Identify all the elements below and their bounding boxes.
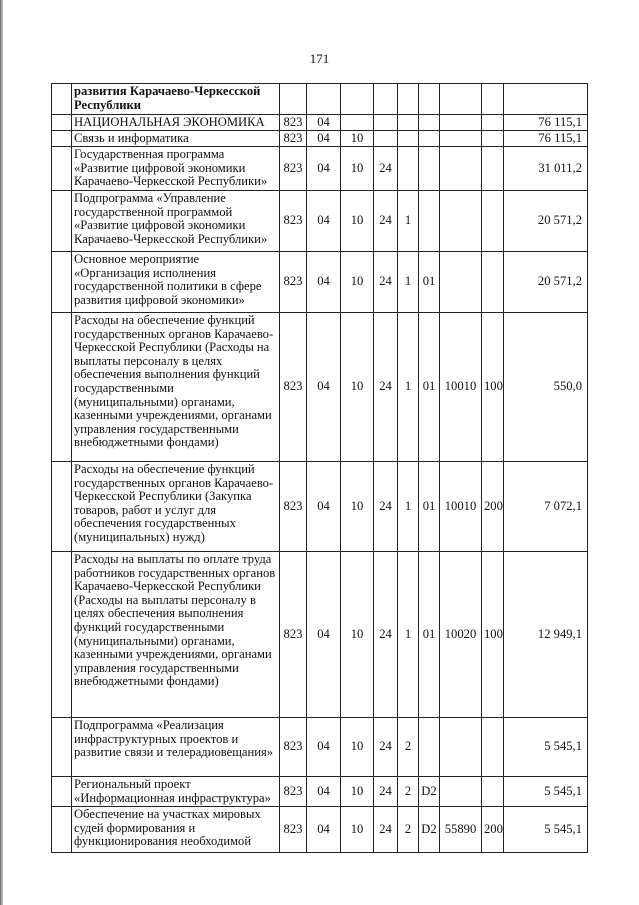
program-code-cell — [374, 84, 398, 115]
section-code-cell — [307, 84, 341, 115]
subsection-code-cell: 10 — [341, 552, 374, 718]
amount-cell: 20 571,2 — [504, 252, 588, 313]
section-code-cell: 04 — [307, 131, 341, 147]
section-code-cell: 04 — [307, 115, 341, 131]
amount-cell — [504, 84, 588, 115]
subprogram-code-cell: 1 — [398, 252, 419, 313]
row-margin-cell — [52, 777, 72, 807]
direction-code-cell — [440, 115, 482, 131]
table-row — [52, 462, 588, 552]
subprogram-code-cell: 1 — [398, 191, 419, 252]
row-name-cell: НАЦИОНАЛЬНАЯ ЭКОНОМИКА — [72, 115, 280, 131]
expense-type-code-cell: 200 — [482, 462, 504, 552]
event-code-cell: 01 — [419, 313, 440, 462]
direction-code-cell — [440, 84, 482, 115]
ministry-code-cell — [280, 84, 307, 115]
amount-cell: 5 545,1 — [504, 777, 588, 807]
row-margin-cell — [52, 552, 72, 718]
row-name-cell: Основное мероприятие «Организация исполнения государственной политики в сфере развития цифровой экономики» — [72, 252, 280, 313]
row-margin-cell — [52, 191, 72, 252]
direction-code-cell: 10010 — [440, 313, 482, 462]
direction-code-cell — [440, 777, 482, 807]
ministry-code-cell: 823 — [280, 718, 307, 777]
event-code-cell — [419, 84, 440, 115]
row-name-cell: развития Карачаево-Черкесской Республики — [72, 84, 280, 115]
program-code-cell: 24 — [374, 552, 398, 718]
subsection-code-cell: 10 — [341, 147, 374, 191]
program-code-cell: 24 — [374, 462, 398, 552]
expense-type-code-cell — [482, 777, 504, 807]
table-row — [52, 115, 588, 131]
row-margin-cell — [52, 115, 72, 131]
row-name-cell: Расходы на обеспечение функций государственных органов Карачаево-Черкесской Республики (Закупка товаров, работ и услуг для обеспечения государственных (муниципальных) нужд) — [72, 462, 280, 552]
direction-code-cell — [440, 252, 482, 313]
subsection-code-cell: 10 — [341, 777, 374, 807]
event-code-cell — [419, 191, 440, 252]
event-code-cell — [419, 718, 440, 777]
event-code-cell — [419, 115, 440, 131]
row-name-cell: Региональный проект «Информационная инфраструктура» — [72, 777, 280, 807]
section-code-cell: 04 — [307, 777, 341, 807]
row-name-cell: Государственная программа «Развитие цифровой экономики Карачаево-Черкесской Республики» — [72, 147, 280, 191]
subsection-code-cell: 10 — [341, 718, 374, 777]
program-code-cell: 24 — [374, 252, 398, 313]
table-row — [52, 313, 588, 462]
event-code-cell: 01 — [419, 552, 440, 718]
expense-type-code-cell — [482, 718, 504, 777]
amount-cell: 5 545,1 — [504, 807, 588, 853]
row-margin-cell — [52, 252, 72, 313]
expense-type-code-cell — [482, 115, 504, 131]
event-code-cell: D2 — [419, 807, 440, 853]
subsection-code-cell: 10 — [341, 462, 374, 552]
table-row — [52, 84, 588, 115]
subsection-code-cell: 10 — [341, 807, 374, 853]
ministry-code-cell: 823 — [280, 147, 307, 191]
expense-type-code-cell: 100 — [482, 313, 504, 462]
program-code-cell: 24 — [374, 191, 398, 252]
table-row — [52, 777, 588, 807]
ministry-code-cell: 823 — [280, 191, 307, 252]
amount-cell: 76 115,1 — [504, 131, 588, 147]
event-code-cell: 01 — [419, 462, 440, 552]
row-margin-cell — [52, 313, 72, 462]
subprogram-code-cell: 2 — [398, 718, 419, 777]
section-code-cell: 04 — [307, 718, 341, 777]
section-code-cell: 04 — [307, 252, 341, 313]
subprogram-code-cell — [398, 115, 419, 131]
subsection-code-cell: 10 — [341, 252, 374, 313]
section-code-cell: 04 — [307, 807, 341, 853]
amount-cell: 7 072,1 — [504, 462, 588, 552]
row-margin-cell — [52, 718, 72, 777]
event-code-cell: 01 — [419, 252, 440, 313]
row-name-cell: Связь и информатика — [72, 131, 280, 147]
amount-cell: 31 011,2 — [504, 147, 588, 191]
event-code-cell — [419, 131, 440, 147]
expense-type-code-cell: 100 — [482, 552, 504, 718]
table-row — [52, 807, 588, 853]
amount-cell: 12 949,1 — [504, 552, 588, 718]
direction-code-cell — [440, 191, 482, 252]
expense-type-code-cell — [482, 191, 504, 252]
direction-code-cell — [440, 718, 482, 777]
subsection-code-cell — [341, 115, 374, 131]
table-row — [52, 252, 588, 313]
row-name-cell: Подпрограмма «Реализация инфраструктурных проектов и развитие связи и телерадиовещания» — [72, 718, 280, 777]
program-code-cell — [374, 115, 398, 131]
subprogram-code-cell: 1 — [398, 313, 419, 462]
row-margin-cell — [52, 131, 72, 147]
subprogram-code-cell — [398, 147, 419, 191]
subprogram-code-cell: 1 — [398, 552, 419, 718]
subsection-code-cell — [341, 84, 374, 115]
page-number: 171 — [309, 51, 330, 66]
expense-type-code-cell — [482, 252, 504, 313]
amount-cell: 550,0 — [504, 313, 588, 462]
row-margin-cell — [52, 147, 72, 191]
program-code-cell: 24 — [374, 777, 398, 807]
scan-edge — [0, 0, 3, 905]
row-margin-cell — [52, 807, 72, 853]
budget-table-body — [52, 84, 588, 853]
expense-type-code-cell — [482, 84, 504, 115]
subprogram-code-cell — [398, 131, 419, 147]
section-code-cell: 04 — [307, 313, 341, 462]
row-name-cell: Расходы на выплаты по оплате труда работников государственных органов Карачаево-Черкесской Республики (Расходы на выплаты персоналу в целях обеспечения выполнения функций государственными (муниципальными) органами, казенными учреждениями, органами управления государственными внебюджетными фондами) — [72, 552, 280, 718]
section-code-cell: 04 — [307, 147, 341, 191]
program-code-cell — [374, 131, 398, 147]
row-name-cell: Расходы на обеспечение функций государственных органов Карачаево-Черкесской Республики (Расходы на выплаты персоналу в целях обеспечения выполнения функций государственными (муниципальными) органами, казенными учреждениями, органами управления государственными внебюджетными фондами) — [72, 313, 280, 462]
ministry-code-cell: 823 — [280, 115, 307, 131]
program-code-cell: 24 — [374, 718, 398, 777]
expense-type-code-cell — [482, 147, 504, 191]
expense-type-code-cell — [482, 131, 504, 147]
program-code-cell: 24 — [374, 807, 398, 853]
ministry-code-cell: 823 — [280, 552, 307, 718]
direction-code-cell — [440, 147, 482, 191]
budget-table — [51, 83, 588, 853]
event-code-cell — [419, 147, 440, 191]
subprogram-code-cell — [398, 84, 419, 115]
event-code-cell: D2 — [419, 777, 440, 807]
section-code-cell: 04 — [307, 552, 341, 718]
amount-cell: 20 571,2 — [504, 191, 588, 252]
subsection-code-cell: 10 — [341, 191, 374, 252]
table-row — [52, 131, 588, 147]
program-code-cell: 24 — [374, 147, 398, 191]
row-name-cell: Обеспечение на участках мировых судей формирования и функционирования необходимой — [72, 807, 280, 853]
table-row — [52, 718, 588, 777]
section-code-cell: 04 — [307, 462, 341, 552]
subsection-code-cell: 10 — [341, 313, 374, 462]
subprogram-code-cell: 1 — [398, 462, 419, 552]
amount-cell: 76 115,1 — [504, 115, 588, 131]
ministry-code-cell: 823 — [280, 462, 307, 552]
table-row — [52, 147, 588, 191]
direction-code-cell: 10020 — [440, 552, 482, 718]
direction-code-cell: 10010 — [440, 462, 482, 552]
section-code-cell: 04 — [307, 191, 341, 252]
program-code-cell: 24 — [374, 313, 398, 462]
expense-type-code-cell: 200 — [482, 807, 504, 853]
ministry-code-cell: 823 — [280, 777, 307, 807]
ministry-code-cell: 823 — [280, 807, 307, 853]
ministry-code-cell: 823 — [280, 313, 307, 462]
amount-cell: 5 545,1 — [504, 718, 588, 777]
subprogram-code-cell: 2 — [398, 807, 419, 853]
subprogram-code-cell: 2 — [398, 777, 419, 807]
subsection-code-cell: 10 — [341, 131, 374, 147]
row-margin-cell — [52, 84, 72, 115]
table-row — [52, 552, 588, 718]
direction-code-cell: 55890 — [440, 807, 482, 853]
table-row — [52, 191, 588, 252]
ministry-code-cell: 823 — [280, 131, 307, 147]
direction-code-cell — [440, 131, 482, 147]
row-margin-cell — [52, 462, 72, 552]
row-name-cell: Подпрограмма «Управление государственной программой «Развитие цифровой экономики Карачаево-Черкесской Республики» — [72, 191, 280, 252]
ministry-code-cell: 823 — [280, 252, 307, 313]
